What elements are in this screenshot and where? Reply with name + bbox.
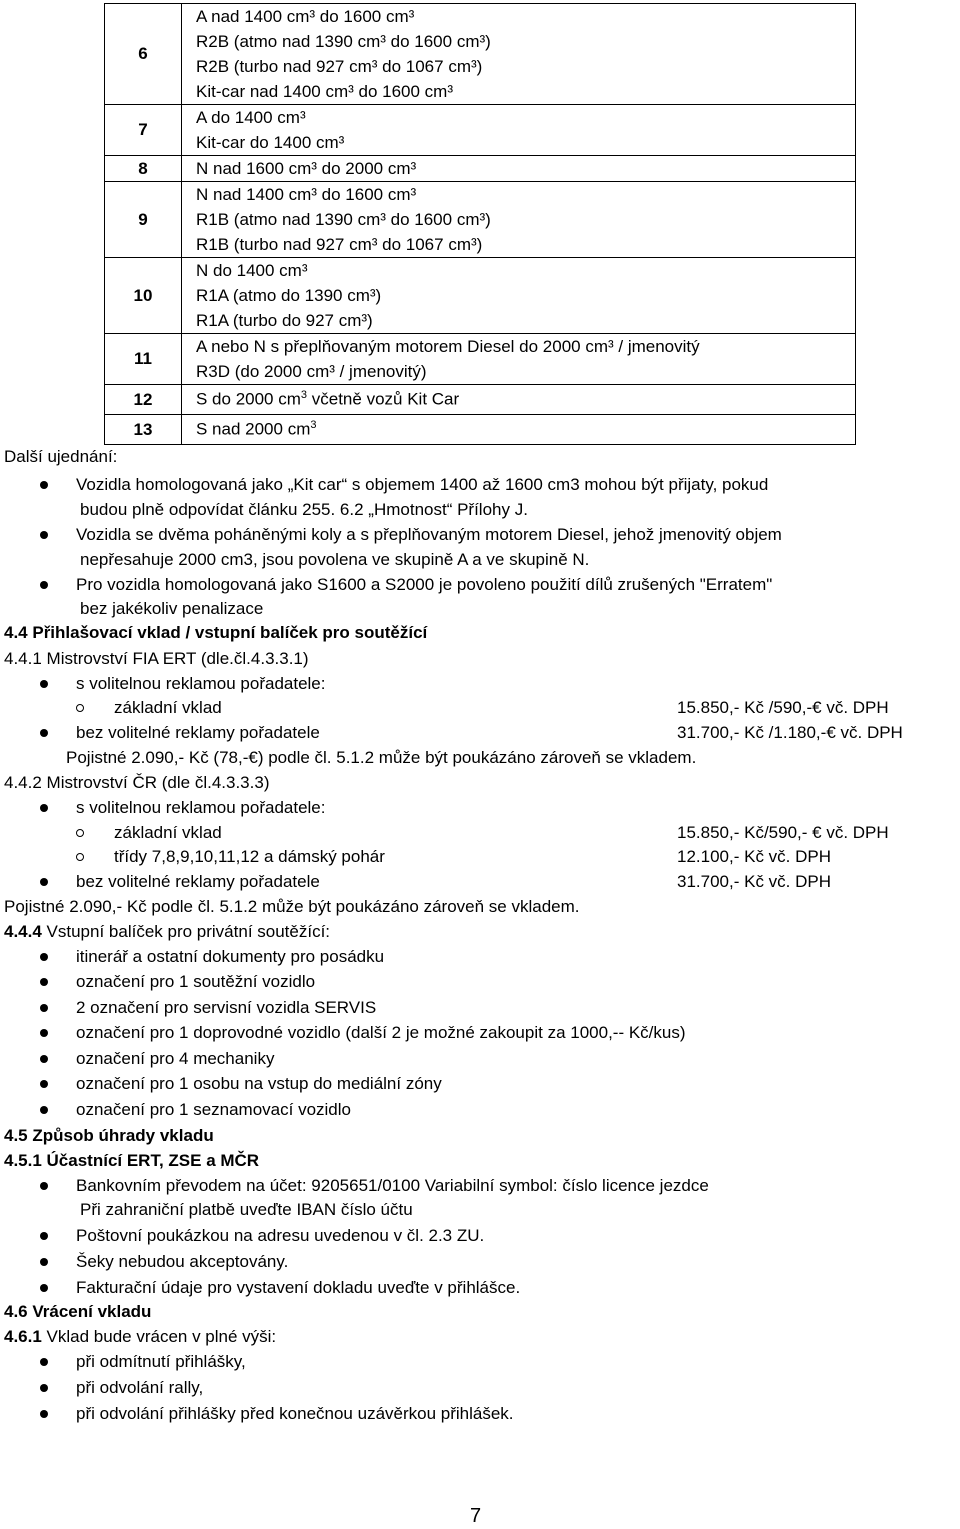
class-description [182, 182, 856, 258]
other-heading: Další ujednání: [4, 447, 118, 466]
bullet-icon [40, 1410, 48, 1418]
fee-amount: 31.700,- Kč vč. DPH [677, 872, 832, 891]
circle-bullet-icon [76, 704, 84, 712]
class-number: 7 [105, 105, 182, 156]
class-line: S do 2000 cm [196, 389, 301, 409]
table-row [105, 156, 856, 182]
payment-note: Při zahraniční platbě uveďte IBAN číslo účtu [80, 1200, 413, 1219]
subsection-heading: 4.4.1 Mistrovství FIA ERT (dle.čl.4.3.3.1) [4, 649, 309, 668]
bullet-icon [40, 1258, 48, 1266]
list-item: označení pro 1 doprovodné vozidlo (další 2 je možné zakoupit za 1000,-- Kč/kus) [76, 1023, 686, 1042]
bullet-icon [40, 581, 48, 589]
class-table [104, 3, 856, 445]
fee-amount: 15.850,- Kč/590,- € vč. DPH [677, 823, 889, 842]
payment-method: Fakturační údaje pro vystavení dokladu uveďte v přihlášce. [76, 1278, 521, 1297]
bullet-icon [40, 1029, 48, 1037]
class-line: N nad 1400 cm³ do 1600 cm³ [196, 185, 417, 204]
bullet-icon [40, 531, 48, 539]
bullet-icon [40, 729, 48, 737]
table-row [105, 258, 856, 334]
list-item: označení pro 1 seznamovací vozidlo [76, 1100, 351, 1119]
list-item: označení pro 1 soutěžní vozidlo [76, 972, 316, 991]
payment-method: Bankovním převodem na účet: 9205651/0100 Variabilní symbol: číslo licence jezdce [76, 1176, 709, 1195]
payment-method: Poštovní poukázkou na adresu uvedenou v čl. 2.3 ZU. [76, 1226, 485, 1245]
circle-bullet-icon [76, 853, 84, 861]
subsection-heading: 4.5.1 Účastnící ERT, ZSE a MČR [4, 1151, 260, 1170]
bullet-icon [40, 878, 48, 886]
bullet-icon [40, 1182, 48, 1190]
class-line: N do 1400 cm³ [196, 261, 308, 280]
class-number: 12 [105, 385, 182, 415]
class-line: S nad 2000 cm [196, 419, 311, 439]
class-number: 11 [105, 334, 182, 385]
section-heading: 4.6 Vrácení vkladu [4, 1302, 152, 1321]
class-description [182, 334, 856, 385]
bullet-icon [40, 1384, 48, 1392]
insurance-note: Pojistné 2.090,- Kč (78,-€) podle čl. 5.1.2 může být poukázáno zároveň se vkladem. [66, 748, 697, 767]
class-line: R2B (atmo nad 1390 cm³ do 1600 cm³) [196, 32, 491, 51]
list-item: označení pro 1 osobu na vstup do mediální zóny [76, 1074, 442, 1093]
subsection-heading: 4.4.2 Mistrovství ČR (dle čl.4.3.3.3) [4, 773, 270, 792]
superscript: 3 [300, 389, 308, 402]
class-description [182, 4, 856, 105]
superscript: 3 [310, 419, 317, 432]
class-line: A nebo N s přeplňovaným motorem Diesel do 2000 cm³ / jmenovitý [196, 337, 700, 356]
bullet-icon [40, 953, 48, 961]
class-line: včetně vozů Kit Car [307, 389, 460, 409]
subsection-title: Vklad bude vrácen v plné výši: [41, 1327, 277, 1346]
circle-bullet-icon [76, 829, 84, 837]
class-number: 6 [105, 4, 182, 105]
fee-option: bez volitelné reklamy pořadatele [76, 872, 320, 891]
other-bullet-line: budou plně odpovídat článku 255. 6.2 „Hmotnost“ Přílohy J. [80, 500, 528, 519]
bullet-icon [40, 1004, 48, 1012]
table-row [105, 182, 856, 258]
class-line: R3D (do 2000 cm³ / jmenovitý) [196, 362, 427, 381]
class-line: R1B (atmo nad 1390 cm³ do 1600 cm³) [196, 210, 491, 229]
class-number: 10 [105, 258, 182, 334]
list-item: označení pro 4 mechaniky [76, 1049, 275, 1068]
fee-option: s volitelnou reklamou pořadatele: [76, 798, 326, 817]
class-description [182, 385, 856, 415]
bullet-icon [40, 1358, 48, 1366]
class-line: Kit-car do 1400 cm³ [196, 133, 345, 152]
subsection-title: Vstupní balíček pro privátní soutěžící: [41, 922, 331, 941]
bullet-icon [40, 1106, 48, 1114]
list-item: itinerář a ostatní dokumenty pro posádku [76, 947, 385, 966]
other-bullet-line: Vozidla homologovaná jako „Kit car“ s objemem 1400 až 1600 cm3 mohou být přijaty, pokud [76, 475, 769, 494]
other-bullet-line: Pro vozidla homologovaná jako S1600 a S2000 je povoleno použití dílů zrušených "Erratem" [76, 575, 773, 594]
subsection-number: 4.4.4 [4, 922, 42, 941]
class-line: R1A (turbo do 927 cm³) [196, 311, 373, 330]
bullet-icon [40, 978, 48, 986]
payment-method: Šeky nebudou akceptovány. [76, 1252, 289, 1271]
class-line: R1B (turbo nad 927 cm³ do 1067 cm³) [196, 235, 483, 254]
fee-label: třídy 7,8,9,10,11,12 a dámský pohár [114, 847, 385, 866]
fee-label: základní vklad [114, 823, 222, 842]
fee-amount: 12.100,- Kč vč. DPH [677, 847, 832, 866]
list-item: při odmítnutí přihlášky, [76, 1352, 246, 1371]
bullet-icon [40, 1080, 48, 1088]
table-row [105, 385, 856, 415]
class-number: 13 [105, 415, 182, 445]
class-description [182, 258, 856, 334]
bullet-icon [40, 481, 48, 489]
table-row [105, 4, 856, 105]
class-line: N nad 1600 cm³ do 2000 cm³ [196, 159, 417, 178]
class-number: 8 [105, 156, 182, 182]
other-bullet-line: nepřesahuje 2000 cm3, jsou povolena ve skupině A a ve skupině N. [80, 550, 590, 569]
class-description [182, 156, 856, 182]
table-row [105, 105, 856, 156]
bullet-icon [40, 680, 48, 688]
bullet-icon [40, 1055, 48, 1063]
class-line: R1A (atmo do 1390 cm³) [196, 286, 382, 305]
class-line: A nad 1400 cm³ do 1600 cm³ [196, 7, 415, 26]
fee-amount: 31.700,- Kč /1.180,-€ vč. DPH [677, 723, 903, 742]
list-item: při odvolání rally, [76, 1378, 204, 1397]
fee-amount: 15.850,- Kč /590,-€ vč. DPH [677, 698, 889, 717]
fee-option: bez volitelné reklamy pořadatele [76, 723, 320, 742]
list-item: 2 označení pro servisní vozidla SERVIS [76, 998, 377, 1017]
section-heading: 4.4 Přihlašovací vklad / vstupní balíček pro soutěžící [4, 623, 428, 642]
list-item: při odvolání přihlášky před konečnou uzávěrkou přihlášek. [76, 1404, 514, 1423]
other-bullet-line: bez jakékoliv penalizace [80, 599, 264, 618]
page-number: 7 [470, 1505, 482, 1527]
bullet-icon [40, 1232, 48, 1240]
class-description [182, 105, 856, 156]
bullet-icon [40, 804, 48, 812]
class-description [182, 415, 856, 445]
table-row [105, 415, 856, 445]
subsection-number: 4.6.1 [4, 1327, 42, 1346]
class-line: Kit-car nad 1400 cm³ do 1600 cm³ [196, 82, 454, 101]
class-line: R2B (turbo nad 927 cm³ do 1067 cm³) [196, 57, 483, 76]
fee-label: základní vklad [114, 698, 222, 717]
table-row [105, 334, 856, 385]
subsection-heading [4, 1326, 276, 1348]
section-heading: 4.5 Způsob úhrady vkladu [4, 1126, 214, 1145]
class-line: A do 1400 cm³ [196, 108, 306, 127]
insurance-note: Pojistné 2.090,- Kč podle čl. 5.1.2 může být poukázáno zároveň se vkladem. [4, 897, 580, 916]
fee-option: s volitelnou reklamou pořadatele: [76, 674, 326, 693]
class-number: 9 [105, 182, 182, 258]
other-bullet-line: Vozidla se dvěma poháněnými koly a s přeplňovaným motorem Diesel, jehož jmenovitý objem [76, 525, 782, 544]
subsection-heading [4, 921, 330, 943]
bullet-icon [40, 1284, 48, 1292]
